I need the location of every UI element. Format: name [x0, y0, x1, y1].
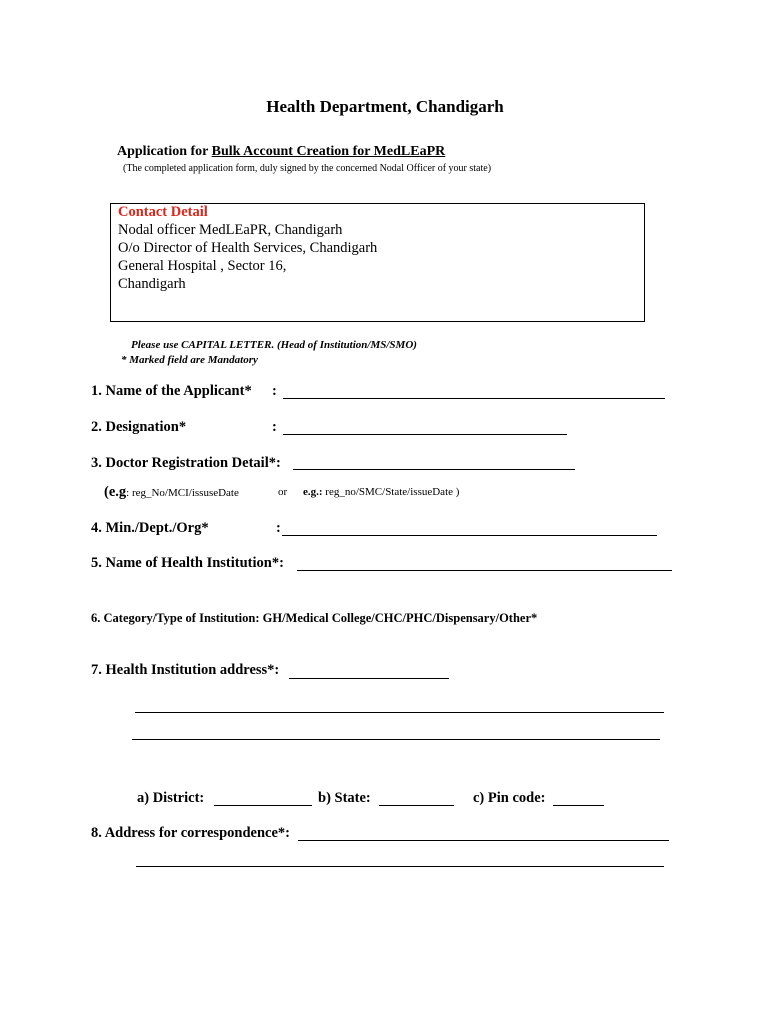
org-label: 4. Min./Dept./Org* — [91, 520, 209, 536]
application-title — [117, 144, 445, 160]
designation-label: 2. Designation* — [91, 419, 187, 435]
application-name: Bulk Account Creation for MedLEaPR — [211, 144, 446, 159]
colon: : — [272, 383, 277, 399]
contact-line: O/o Director of Health Services, Chandigarh — [118, 240, 378, 256]
contact-line: Nodal officer MedLEaPR, Chandigarh — [118, 222, 343, 238]
correspondence-field-line-1[interactable] — [298, 840, 669, 841]
address-field-line-2[interactable] — [135, 712, 664, 713]
example-value-2: reg_no/SMC/State/issueDate ) — [322, 486, 460, 498]
contact-detail-box — [110, 203, 645, 322]
colon: : — [276, 520, 281, 536]
colon: : — [272, 419, 277, 435]
registration-label: 3. Doctor Registration Detail*: — [91, 455, 281, 471]
district-field[interactable] — [214, 805, 312, 806]
address-field-line-3[interactable] — [132, 739, 660, 740]
applicant-name-label: 1. Name of the Applicant* — [91, 383, 252, 399]
address-label: 7. Health Institution address*: — [91, 662, 280, 678]
state-label: b) State: — [318, 790, 371, 806]
example-label-2: e.g.: — [303, 486, 323, 498]
institution-name-label: 5. Name of Health Institution*: — [91, 555, 284, 571]
institution-name-field[interactable] — [297, 570, 672, 571]
district-label: a) District: — [137, 790, 205, 806]
correspondence-field-line-2[interactable] — [136, 866, 664, 867]
contact-heading: Contact Detail — [118, 204, 208, 220]
page-title: Health Department, Chandigarh — [266, 97, 504, 116]
state-field[interactable] — [379, 805, 454, 806]
designation-field[interactable] — [283, 434, 567, 435]
contact-line: Chandigarh — [118, 276, 186, 292]
registration-field[interactable] — [293, 469, 575, 470]
example-label: (e.g — [104, 484, 127, 500]
correspondence-label: 8. Address for correspondence*: — [91, 825, 290, 841]
org-field[interactable] — [282, 535, 657, 536]
applicant-name-field[interactable] — [283, 398, 665, 399]
application-prefix: Application for — [117, 144, 212, 159]
capital-letter-instruction: Please use CAPITAL LETTER. (Head of Institution/MS/SMO) — [131, 339, 417, 351]
example-value: : reg_No/MCI/issuseDate — [126, 487, 239, 499]
registration-example-2 — [303, 486, 459, 498]
pincode-label: c) Pin code: — [473, 790, 546, 806]
address-field-line-1[interactable] — [289, 678, 449, 679]
contact-line: General Hospital , Sector 16, — [118, 258, 287, 274]
registration-example — [104, 483, 239, 501]
category-label: 6. Category/Type of Institution: GH/Medical College/CHC/PHC/Dispensary/Other* — [91, 611, 538, 625]
pincode-field[interactable] — [553, 805, 604, 806]
application-note: (The completed application form, duly signed by the concerned Nodal Officer of your state) — [123, 163, 492, 174]
example-or: or — [278, 486, 288, 498]
mandatory-note: * Marked field are Mandatory — [121, 354, 258, 366]
